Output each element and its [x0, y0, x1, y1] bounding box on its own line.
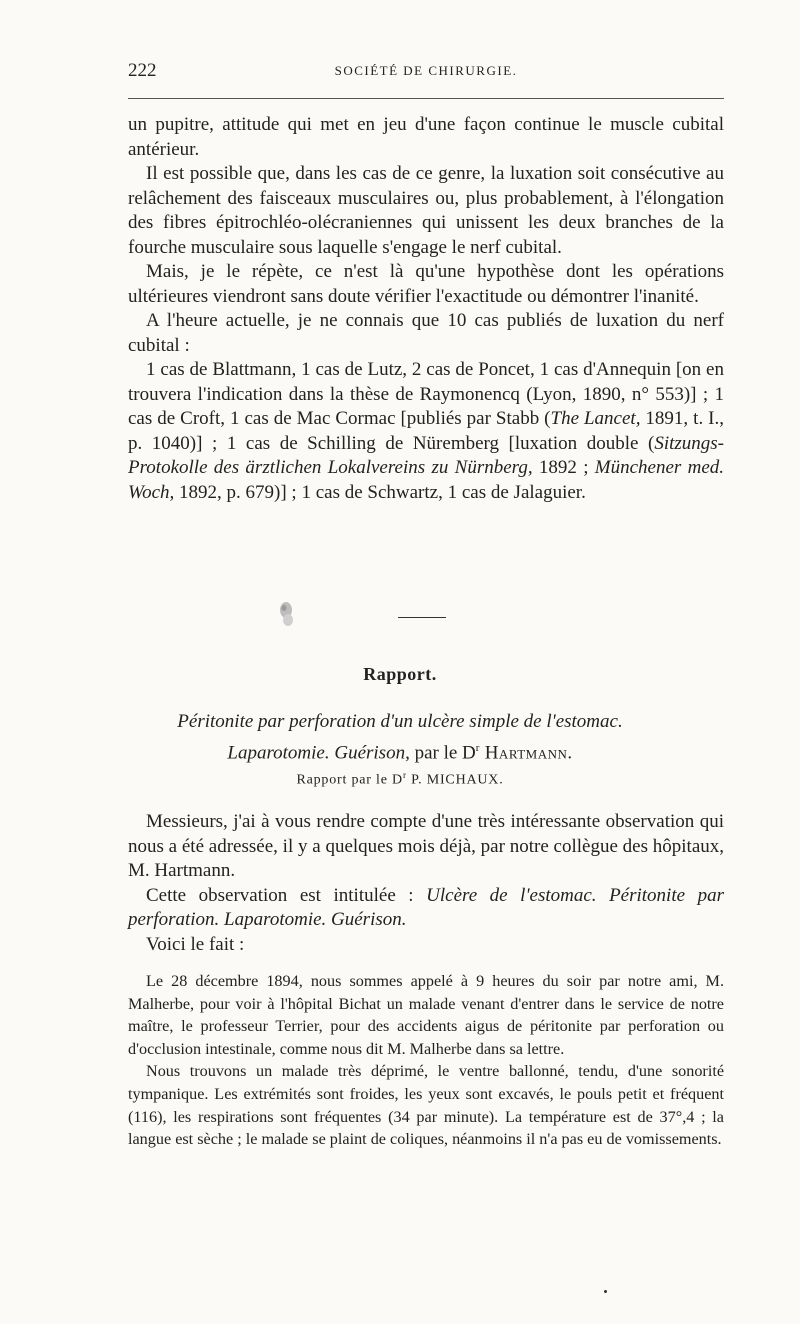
report-subtitle: [0, 708, 800, 766]
report-p2-intro: Cette observation est intitulée :: [146, 884, 427, 906]
subtitle-author: Hartmann.: [479, 742, 573, 764]
subtitle-line-2: Laparotomie. Guérison,: [227, 742, 410, 764]
citation-munchener: Münchener med. Woch,: [128, 457, 725, 503]
subtitle-by: par le D: [409, 742, 476, 764]
case-list-text-g: 1892, p. 679)] ; 1 cas de Schwartz, 1 cas de Jalaguier.: [174, 481, 586, 503]
ink-smudge: [272, 598, 302, 630]
report-paragraph-1: Messieurs, j'ai à vous rendre compte d'une très intéressante observation qui nous a été adressée, il y a quelques mois déjà, par notre collègue des hôpitaux, M. Hartmann.: [128, 811, 724, 881]
report-text: [128, 810, 724, 957]
paragraph-4: A l'heure actuelle, je ne connais que 10 cas publiés de luxation du nerf cubital :: [128, 310, 724, 356]
case-list-text-c: 1891, t. I., p. 1040)] ; 1 cas de Schilling de Nüremberg [luxation double (: [128, 408, 724, 454]
observation-text: [128, 970, 724, 1151]
report-paragraph-2: [128, 884, 724, 933]
citation-lancet: The Lancet,: [550, 408, 641, 429]
body-text: [128, 113, 724, 505]
reporter-line: [0, 770, 800, 789]
paragraph-1: un pupitre, attitude qui met en jeu d'une façon continue le muscle cubital antérieur.: [128, 114, 724, 160]
running-head: SOCIÉTÉ DE CHIRURGIE.: [334, 63, 518, 78]
reporter-sup: r: [402, 770, 407, 780]
header-rule: [128, 98, 724, 99]
page-speck: [604, 1290, 607, 1293]
section-title: Rapport.: [363, 664, 437, 684]
reporter-name: P. MICHAUX.: [406, 772, 504, 788]
case-list-text-e: 1892 ;: [532, 457, 595, 478]
observation-paragraph-1: Le 28 décembre 1894, nous sommes appelé à 9 heures du soir par notre ami, M. Malherbe, pour voir à l'hôpital Bichat un malade venant d'entrer dans le service de notre maître, le professeur Terrier, pour des accidents aigus de péritonite par perforation ou d'occlusion intestinale, comme nous dit M. Malherbe dans sa lettre.: [128, 972, 724, 1058]
report-paragraph-3: Voici le fait :: [146, 933, 245, 955]
paragraph-2: Il est possible que, dans les cas de ce genre, la luxation soit consécutive au relâchement des faisceaux musculaires ou, plus probablement, à l'élongation des fibres épitrochléo-olécraniennes qui unissent les deux branches de la fourche musculaire sous laquelle s'engage le nerf cubital.: [128, 163, 724, 258]
page-header: [128, 60, 724, 84]
reporter-prefix: Rapport par le D: [296, 772, 403, 788]
section-divider: [398, 617, 446, 618]
subtitle-line-1: Péritonite par perforation d'un ulcère simple de l'estomac.: [177, 711, 623, 732]
observation-paragraph-2: Nous trouvons un malade très déprimé, le ventre ballonné, tendu, d'une sonorité tympanique. Les extrémités sont froides, les yeux sont excavés, le pouls petit et fréquent (116), les respirations sont fréquentes (34 par minute). La température est de 37°,4 ; la langue est sèche ; le malade se plaint de coliques, néanmoins il n'a pas eu de vomissements.: [128, 1062, 724, 1149]
subtitle-sup: r: [475, 742, 480, 754]
case-list-text-a: 1 cas de Blattmann, 1 cas de Lutz, 2 cas de Poncet, 1 cas d'Annequin [on en trouvera l'indication dans la thèse de Raymonencq (Lyon, 1890, n° 553)] ; 1 cas de Croft, 1 cas de Mac Cormac [publiés par Stabb (: [128, 359, 724, 429]
paragraph-case-list: [128, 358, 724, 505]
paragraph-3: Mais, je le répète, ce n'est là qu'une hypothèse dont les opérations ultérieures viendront sans doute vérifier l'exactitude ou démontrer l'inanité.: [128, 261, 724, 307]
observation-title: Ulcère de l'estomac. Péritonite par perforation. Laparotomie. Guérison.: [128, 884, 724, 930]
citation-sitzungs: Sitzungs-Protokolle des ärztlichen Lokalvereins zu Nürnberg,: [128, 432, 724, 478]
page-number: 222: [128, 60, 157, 81]
